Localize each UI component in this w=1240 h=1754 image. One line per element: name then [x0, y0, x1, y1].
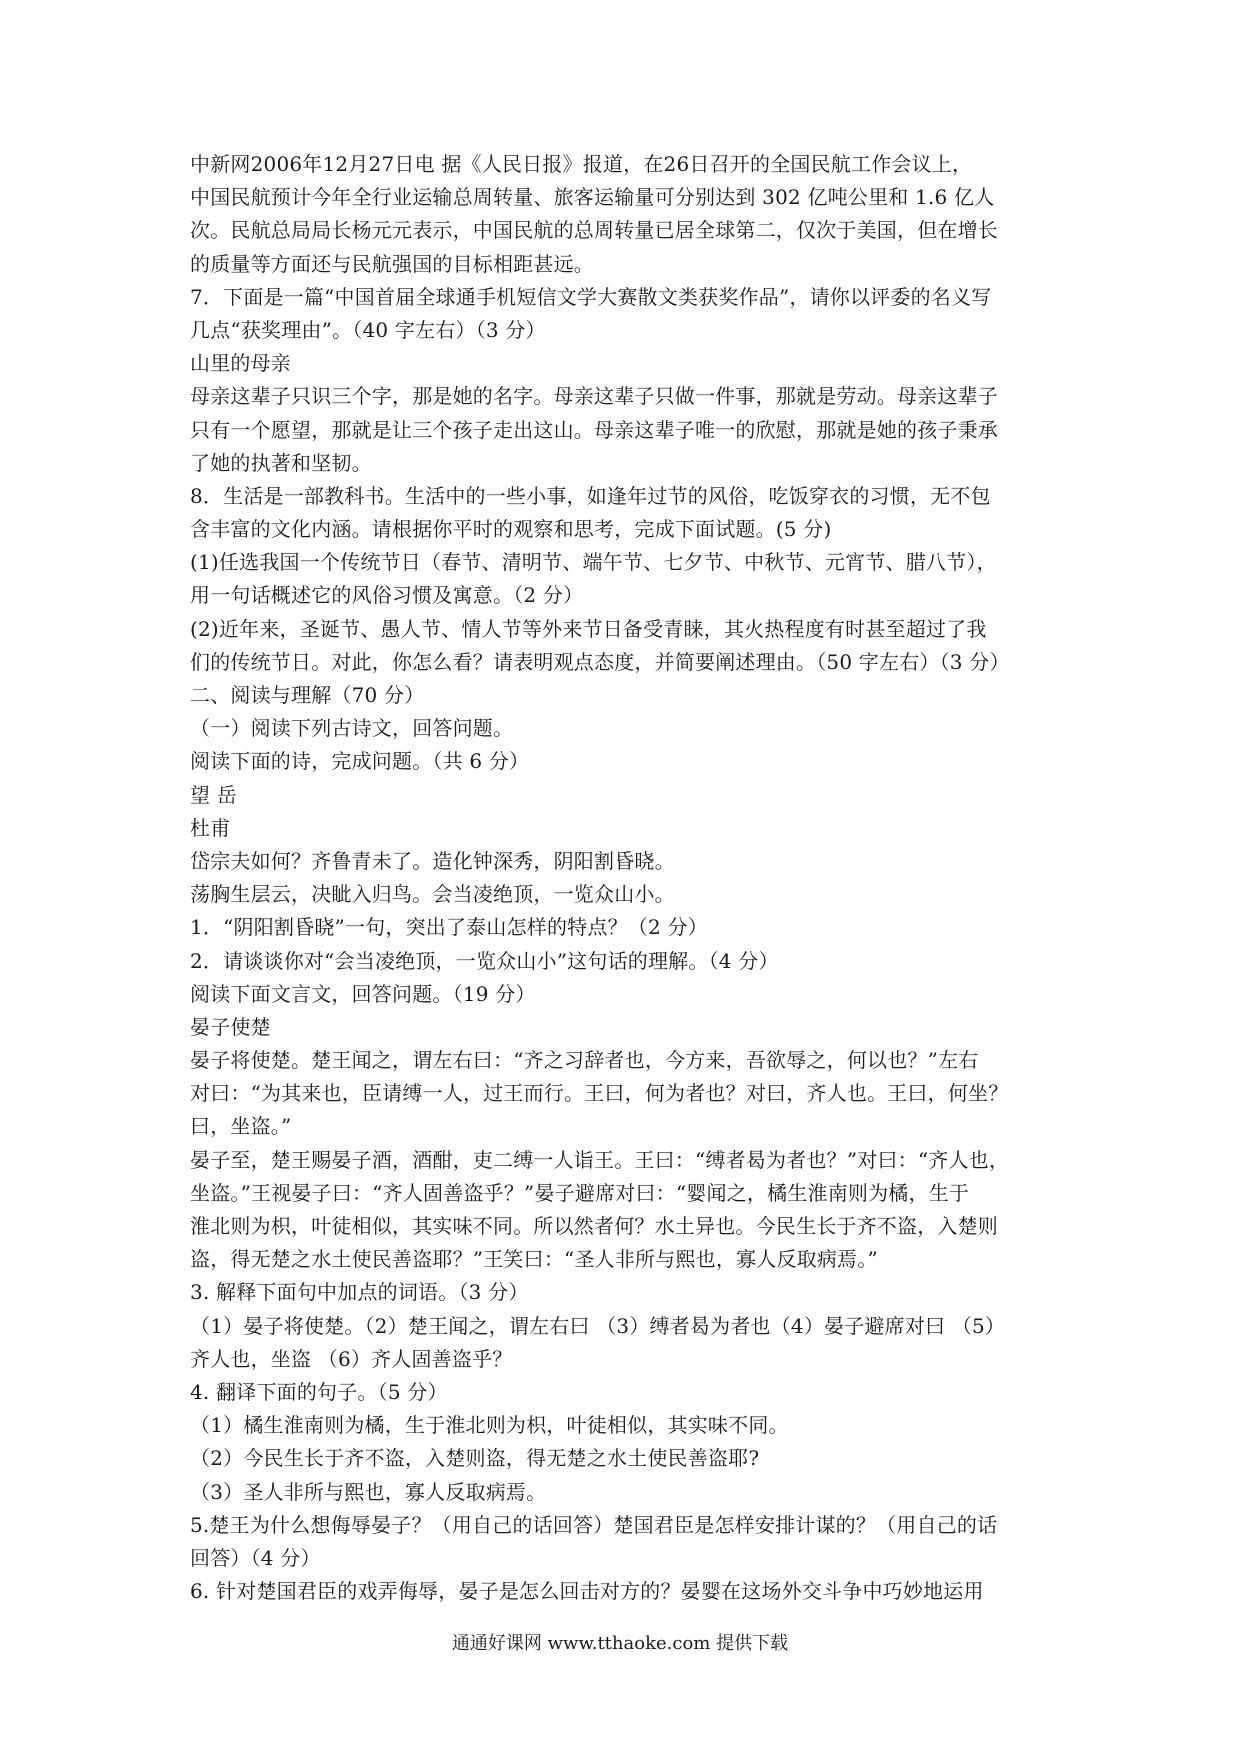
text-line: 次。民航总局局长杨元元表示，中国民航的总周转量已居全球第二，仅次于美国，但在增长	[190, 218, 998, 243]
text-line: 二、阅读与理解（70 分）	[190, 683, 425, 707]
text-line: 中国民航预计今年全行业运输总周转量、旅客运输量可分别达到 302 亿吨公里和 1.6 亿人	[190, 185, 995, 210]
text-line: 2．请谈谈你对“会当凌绝顶，一览众山小”这句话的理解。（4 分）	[190, 948, 779, 973]
text-line: 含丰富的文化内涵。请根据你平时的观察和思考，完成下面试题。(5 分)	[190, 517, 832, 542]
text-line: 曰，坐盗。”	[190, 1114, 292, 1139]
text-line: （1）晏子将使楚。（2）楚王闻之，谓左右曰 （3）缚者曷为者也（4）晏子避席对曰 （5）	[190, 1313, 1006, 1338]
text-line: 只有一个愿望，那就是让三个孩子走出这山。母亲这辈子唯一的欣慰，那就是她的孩子秉承	[190, 417, 998, 442]
text-line: 淮北则为枳，叶徒相似，其实味不同。所以然者何？水土异也。今民生长于齐不盗，入楚则	[190, 1214, 998, 1238]
text-line: （3）圣人非所与熙也，寡人反取病焉。	[190, 1479, 547, 1504]
text-line: 望 岳	[190, 782, 237, 807]
text-line: 杜甫	[190, 815, 231, 840]
text-line: 6. 针对楚国君臣的戏弄侮辱，晏子是怎么回击对方的？晏婴在这场外交斗争中巧妙地运用	[190, 1579, 984, 1604]
text-line: 阅读下面文言文，回答问题。（19 分）	[190, 981, 536, 1006]
text-line: 荡胸生层云，决眦入归鸟。会当凌绝顶，一览众山小。	[190, 882, 675, 907]
text-line: 的质量等方面还与民航强国的目标相距甚远。	[190, 251, 594, 276]
text-line: （一）阅读下列古诗文，回答问题。	[190, 716, 514, 741]
text-line: 晏子至，楚王赐晏子酒，酒酣，吏二缚一人诣王。王曰：“缚者曷为者也？”对曰：“齐人也，	[190, 1147, 1010, 1172]
document-body	[190, 148, 1055, 1608]
text-line: 坐盗。”王视晏子曰：“齐人固善盗乎？”晏子避席对曰：“婴闻之，橘生淮南则为橘，生于	[190, 1180, 970, 1205]
text-line: 中新网2006年12月27日电 据《人民日报》报道，在26日召开的全国民航工作会议上，	[190, 152, 973, 176]
text-line: 晏子将使楚。楚王闻之，谓左右曰：“齐之习辞者也，今方来，吾欲辱之，何以也？”左右	[190, 1048, 979, 1073]
text-line: 4. 翻译下面的句子。（5 分）	[190, 1379, 448, 1404]
text-line: 几点“获奖理由”。（40 字左右）（3 分）	[190, 317, 546, 342]
text-line: 5.楚王为什么想侮辱晏子？（用自己的话回答）楚国君臣是怎样安排计谋的？（用自己的话	[190, 1512, 998, 1537]
text-line: 3. 解释下面句中加点的词语。（3 分）	[190, 1280, 529, 1305]
text-line: 母亲这辈子只识三个字，那是她的名字。母亲这辈子只做一件事，那就是劳动。母亲这辈子	[190, 384, 998, 409]
text-line: 们的传统节日。对此，你怎么看？请表明观点态度，并简要阐述理由。（50 字左右）（3 分）	[190, 649, 1010, 674]
text-line: 岱宗夫如何？齐鲁青未了。造化钟深秀，阴阳割昏晓。	[190, 848, 675, 873]
text-line: 1．“阴阳割昏晓”一句，突出了泰山怎样的特点？（2 分）	[190, 915, 708, 940]
text-line: 8．生活是一部教科书。生活中的一些小事，如逢年过节的风俗，吃饭穿衣的习惯，无不包	[190, 483, 991, 508]
text-line: （1）橘生淮南则为橘，生于淮北则为枳，叶徒相似，其实味不同。	[190, 1413, 789, 1438]
text-line: 7．下面是一篇“中国首届全球通手机短信文学大赛散文类获奖作品”，请你以评委的名义写	[190, 284, 992, 309]
text-line: 山里的母亲	[190, 351, 291, 376]
text-line: (2)近年来，圣诞节、愚人节、情人节等外来节日备受青睐，其火热程度有时甚至超过了我	[190, 616, 987, 641]
text-line: 回答）（4 分）	[190, 1545, 321, 1570]
text-line: (1)任选我国一个传统节日（春节、清明节、端午节、七夕节、中秋节、元宵节、腊八节），	[190, 550, 997, 575]
text-line: （2）今民生长于齐不盗，入楚则盗，得无楚之水土使民善盗耶?	[190, 1446, 760, 1471]
text-line: 对曰：“为其来也，臣请缚一人，过王而行。王曰，何为者也？对曰，齐人也。王曰，何坐？	[190, 1081, 1009, 1106]
text-line: 阅读下面的诗，完成问题。（共 6 分）	[190, 749, 530, 774]
page-footer: 通通好课网 www.tthaoke.com 提供下载	[451, 1633, 789, 1654]
text-line: 晏子使楚	[190, 1014, 271, 1039]
text-line: 了她的执著和坚韧。	[190, 450, 372, 475]
text-line: 齐人也，坐盗 （6）齐人固善盗乎？	[190, 1346, 513, 1371]
text-line: 盗，得无楚之水土使民善盗耶？”王笑曰：“圣人非所与熙也，寡人反取病焉。”	[190, 1247, 878, 1272]
text-line: 用一句话概述它的风俗习惯及寓意。（2 分）	[190, 583, 584, 608]
